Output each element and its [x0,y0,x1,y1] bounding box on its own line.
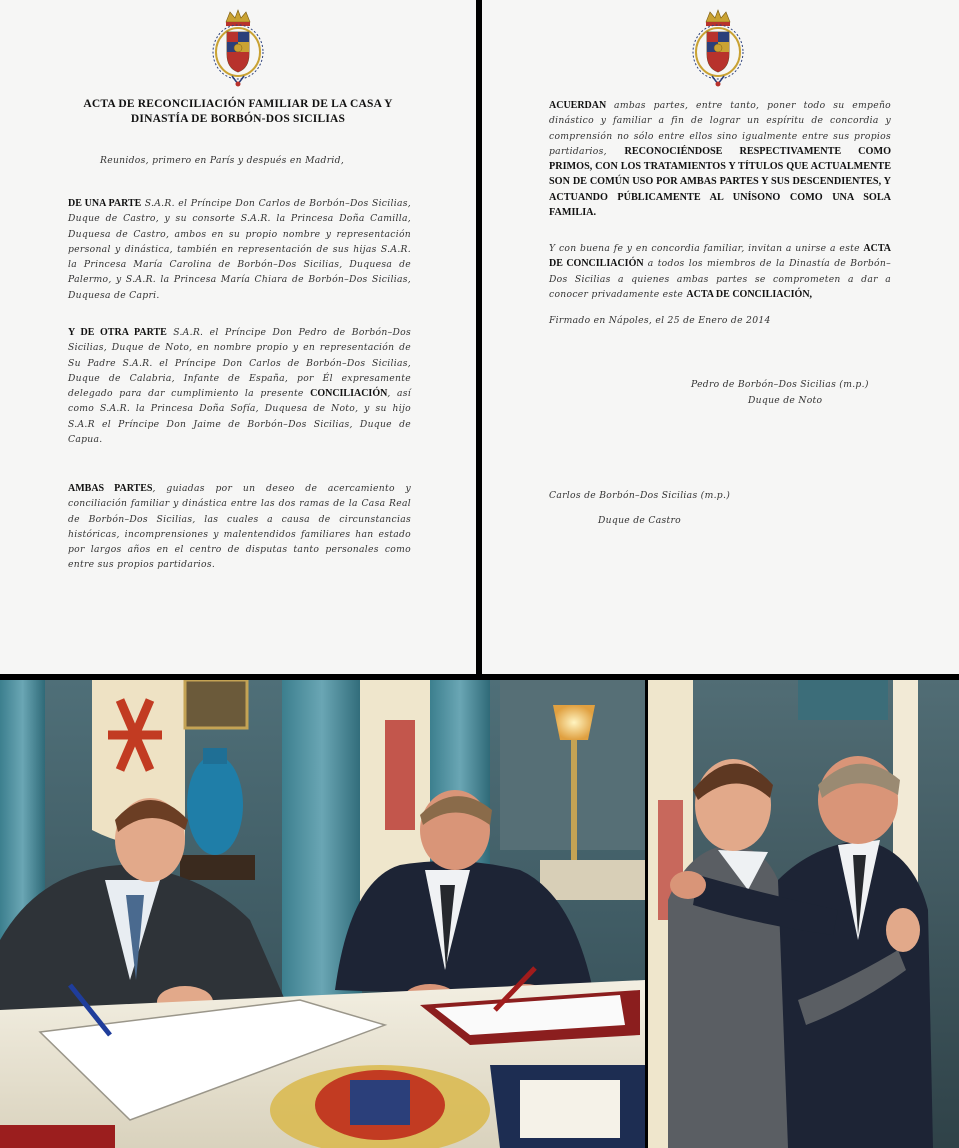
royal-coat-of-arms-icon [208,8,268,88]
paragraph-acuerdan [549,98,891,220]
document-page-left [0,0,476,674]
signature-title-noto: Duque de Noto [748,395,823,406]
paragraph-lead: AMBAS PARTES [68,483,153,494]
paragraph-emphasis: ACTA DE CONCILIACIÓN, [686,288,813,300]
paragraph-text: Y con buena fe y en concordia familiar, invitan a unirse a este [549,243,864,254]
paragraph-emphasis: CONCILIACIÓN [310,388,388,400]
paragraph-text: , guiadas por un deseo de acercamiento y conciliación familiar y dinástica entre las dos ramas de la Casa Real de Borbón–Dos Sicilias, las cuales a causa de circunstancias históricas, incomprensiones y malentendidos familiares han estado por largos años en el centro de disputas tanto personales como entre sus propios partidarios. [68,483,411,571]
paragraph-text: ambas partes, entre tanto, poner todo su empeño dinástico y familiar a fin de lograr un espíritu de concordia y comprensión no sólo entre ellos sino igualmente entre sus propios partidarios, [549,100,891,157]
embrace-photo [648,680,959,1148]
paragraph-ambas-partes [68,481,411,573]
paragraph-lead: Y DE OTRA PARTE [68,327,167,338]
paragraph-emphasis: ACTA DE CONCILIACIÓN [549,243,891,270]
paragraph-invitacion [549,241,891,302]
intro-line: Reunidos, primero en París y después en Madrid, [100,155,345,166]
paragraph-lead: DE UNA PARTE [68,198,142,209]
signature-name-carlos: Carlos de Borbón–Dos Sicilias (m.p.) [549,490,731,501]
royal-coat-of-arms-icon [688,8,748,88]
signed-date-line: Firmado en Nápoles, el 25 de Enero de 2014 [549,315,771,326]
paragraph-una-parte [68,196,411,303]
document-title: ACTA DE RECONCILIACIÓN FAMILIAR DE LA CASA Y DINASTÍA DE BORBÓN-DOS SICILIAS [83,98,393,125]
paragraph-emphasis: RECONOCIÉNDOSE RESPECTIVAMENTE COMO PRIMOS, CON LOS TRATAMIENTOS Y TÍTULOS QUE ACTUALMENTE SON DE COMÚN USO POR AMBAS PARTES Y SUS DESCENDIENTES, Y ACTUANDO PÚBLICAMENTE AL UNÍSONO COMO UNA SOLA FAMILIA. [549,145,891,219]
paragraph-text: , así como S.A.R. la Princesa Doña Sofía, Duquesa de Noto, y su hijo S.A.R el Príncipe Don Jaime de Borbón–Dos Sicilias, Duque de Capua. [68,388,411,446]
signing-ceremony-photo [0,680,645,1148]
document-page-right [482,0,959,674]
paragraph-text: a todos los miembros de la Dinastía de Borbón–Dos Sicilias a quienes ambas partes se comprometen a dar a conocer privadamente este [549,258,892,300]
signature-title-castro: Duque de Castro [598,515,682,526]
paragraph-lead: ACUERDAN [549,100,607,111]
paragraph-otra-parte [68,325,411,447]
paragraph-text: S.A.R. el Príncipe Don Carlos de Borbón–Dos Sicilias, Duque de Castro, y su consorte S.A.R. la Princesa Doña Camilla, Duquesa de Castro, ambos en su propio nombre y representación personal y dinástica, también en representación de sus hijas S.A.R. la Princesa María Carolina de Borbón–Dos Sicilias, Duquesa de Palermo, y S.A.R. la Princesa María Chiara de Borbón–Dos Sicilias, Duquesa de Capri. [68,198,411,301]
signature-name-pedro: Pedro de Borbón–Dos Sicilias (m.p.) [691,379,869,390]
paragraph-text: S.A.R. el Príncipe Don Pedro de Borbón–Dos Sicilias, Duque de Noto, en nombre propio y en representación de Su Padre S.A.R. el Príncipe Don Carlos de Borbón–Dos Sicilias, Duque de Calabria, Infante de España, por Él expresamente delegado para dar cumplimiento la presente [68,327,411,400]
